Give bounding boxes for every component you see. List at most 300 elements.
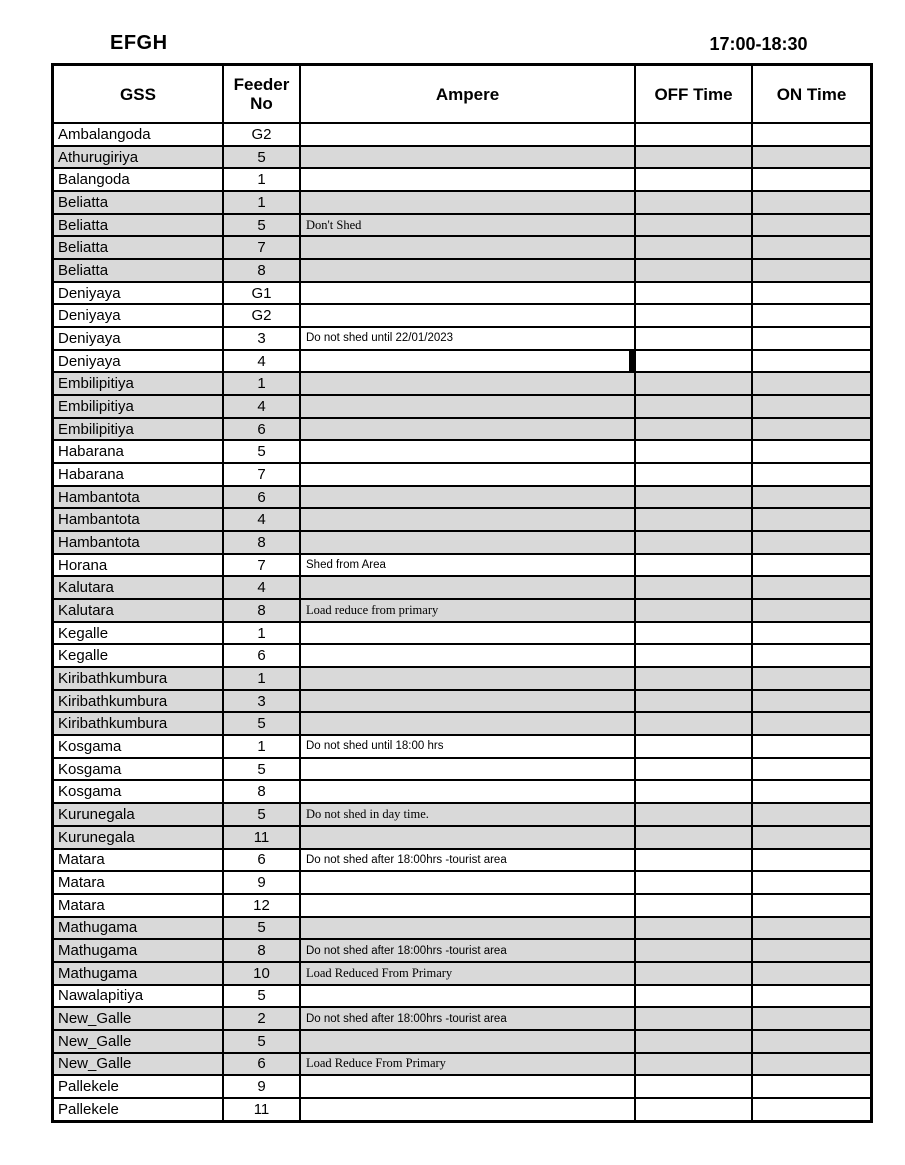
off-time-cell (636, 1008, 753, 1029)
off-time-cell (636, 1054, 753, 1075)
ampere-cell (301, 147, 636, 168)
off-time-cell (636, 396, 753, 417)
on-time-cell (753, 509, 870, 530)
ampere-note: Shed from Area (306, 559, 386, 572)
feeder-no-cell: 3 (224, 691, 301, 712)
gss-name: Habarana (58, 443, 124, 461)
gss-cell (54, 1099, 224, 1120)
gss-cell (54, 918, 224, 939)
gss-name: Hambantota (58, 511, 140, 529)
table-row (54, 1006, 870, 1029)
table-row (54, 122, 870, 145)
ampere-cell (301, 804, 636, 825)
on-time-cell (753, 963, 870, 984)
on-time-cell (753, 668, 870, 689)
gss-name: Deniyaya (58, 307, 121, 325)
table-row (54, 417, 870, 440)
off-time-cell (636, 305, 753, 326)
on-time-cell (753, 441, 870, 462)
gss-cell (54, 147, 224, 168)
ampere-cell (301, 600, 636, 621)
ampere-cell (301, 759, 636, 780)
table-row (54, 394, 870, 417)
table-row (54, 711, 870, 734)
off-time-cell (636, 827, 753, 848)
ampere-cell (301, 1008, 636, 1029)
ampere-cell (301, 963, 636, 984)
on-time-cell (753, 872, 870, 893)
gss-name: Kegalle (58, 647, 109, 665)
gss-name: Deniyaya (58, 284, 121, 302)
on-time-cell (753, 305, 870, 326)
ampere-cell (301, 441, 636, 462)
table-row (54, 802, 870, 825)
table-body (54, 122, 870, 1120)
on-time-cell (753, 373, 870, 394)
off-time-cell (636, 555, 753, 576)
gss-name: Habarana (58, 465, 124, 483)
gss-cell (54, 555, 224, 576)
feeder-no-cell: 4 (224, 351, 301, 372)
ampere-note: Do not shed in day time. (306, 806, 429, 821)
gss-name: Kiribathkumbura (58, 715, 168, 733)
gss-cell (54, 577, 224, 598)
off-time-cell (636, 691, 753, 712)
table-row (54, 825, 870, 848)
ampere-cell (301, 577, 636, 598)
off-time-cell (636, 986, 753, 1007)
ampere-cell (301, 895, 636, 916)
gss-cell (54, 1076, 224, 1097)
off-time-cell (636, 850, 753, 871)
gss-cell (54, 600, 224, 621)
col-header-off-time: OFF Time (636, 66, 753, 122)
off-time-cell (636, 351, 753, 372)
table-row (54, 621, 870, 644)
on-time-cell (753, 895, 870, 916)
gss-name: Hambantota (58, 488, 140, 506)
ampere-note: Do not shed until 22/01/2023 (306, 332, 454, 345)
off-time-cell (636, 532, 753, 553)
ampere-note: Load Reduced From Primary (306, 965, 453, 980)
feeder-no-cell: 7 (224, 237, 301, 258)
feeder-no-cell: 1 (224, 736, 301, 757)
gss-name: Kalutara (58, 601, 114, 619)
on-time-cell (753, 645, 870, 666)
feeder-no-cell: 2 (224, 1008, 301, 1029)
off-time-cell (636, 872, 753, 893)
off-time-cell (636, 781, 753, 802)
gss-cell (54, 759, 224, 780)
gss-cell (54, 850, 224, 871)
on-time-cell (753, 147, 870, 168)
table-row (54, 553, 870, 576)
off-time-cell (636, 623, 753, 644)
gss-name: Kurunegala (58, 828, 135, 846)
gss-cell (54, 169, 224, 190)
gss-cell (54, 351, 224, 372)
ampere-cell (301, 305, 636, 326)
gss-name: Kiribathkumbura (58, 669, 168, 687)
on-time-cell (753, 351, 870, 372)
table-row (54, 530, 870, 553)
ampere-cell (301, 645, 636, 666)
ampere-note: Load reduce from primary (306, 602, 439, 617)
gss-cell (54, 396, 224, 417)
gss-name: Deniyaya (58, 329, 121, 347)
table-row (54, 462, 870, 485)
gss-name: Kosgama (58, 760, 122, 778)
off-time-cell (636, 668, 753, 689)
on-time-cell (753, 940, 870, 961)
feeder-no-cell: 1 (224, 623, 301, 644)
off-time-cell (636, 1076, 753, 1097)
on-time-cell (753, 759, 870, 780)
ampere-cell (301, 169, 636, 190)
off-time-cell (636, 147, 753, 168)
off-time-cell (636, 283, 753, 304)
gss-cell (54, 668, 224, 689)
gss-cell (54, 736, 224, 757)
gss-cell (54, 645, 224, 666)
ampere-cell (301, 1076, 636, 1097)
ampere-cell (301, 1099, 636, 1120)
ampere-cell (301, 283, 636, 304)
table-row (54, 1029, 870, 1052)
table-row (54, 984, 870, 1007)
feeder-no-cell: 5 (224, 441, 301, 462)
gss-cell (54, 373, 224, 394)
gss-cell (54, 623, 224, 644)
gss-cell (54, 872, 224, 893)
off-time-cell (636, 419, 753, 440)
on-time-cell (753, 1054, 870, 1075)
on-time-cell (753, 532, 870, 553)
table-row (54, 938, 870, 961)
gss-name: Ambalangoda (58, 125, 151, 143)
gss-name: Kosgama (58, 783, 122, 801)
on-time-cell (753, 986, 870, 1007)
off-time-cell (636, 963, 753, 984)
off-time-cell (636, 940, 753, 961)
gss-cell (54, 487, 224, 508)
gss-name: Nawalapitiya (58, 987, 144, 1005)
table-header-row (54, 66, 870, 122)
table-row (54, 961, 870, 984)
on-time-cell (753, 396, 870, 417)
load-shedding-table (51, 63, 873, 1123)
off-time-cell (636, 237, 753, 258)
gss-cell (54, 464, 224, 485)
off-time-cell (636, 918, 753, 939)
table-row (54, 485, 870, 508)
on-time-cell (753, 1076, 870, 1097)
on-time-cell (753, 237, 870, 258)
feeder-no-cell: 7 (224, 464, 301, 485)
feeder-no-cell: 8 (224, 532, 301, 553)
gss-name: Hambantota (58, 533, 140, 551)
on-time-cell (753, 600, 870, 621)
gss-cell (54, 691, 224, 712)
gss-cell (54, 940, 224, 961)
gss-name: Kalutara (58, 579, 114, 597)
table-row (54, 734, 870, 757)
table-row (54, 757, 870, 780)
col-header-gss: GSS (54, 66, 224, 122)
feeder-no-cell: 8 (224, 940, 301, 961)
feeder-no-cell: 10 (224, 963, 301, 984)
gss-name: Athurugiriya (58, 148, 139, 166)
ampere-cell (301, 668, 636, 689)
schedule-group-title: EFGH (110, 32, 168, 54)
gss-name: New_Galle (58, 1055, 132, 1073)
feeder-no-cell: 8 (224, 260, 301, 281)
gss-name: Mathugama (58, 919, 138, 937)
gss-name: Matara (58, 896, 105, 914)
feeder-no-cell: 11 (224, 1099, 301, 1120)
on-time-cell (753, 124, 870, 145)
on-time-cell (753, 713, 870, 734)
gss-name: Kegalle (58, 624, 109, 642)
ampere-cell (301, 1031, 636, 1052)
table-row (54, 643, 870, 666)
ampere-cell (301, 396, 636, 417)
gss-name: Pallekele (58, 1100, 119, 1118)
feeder-no-cell: 6 (224, 645, 301, 666)
table-row (54, 213, 870, 236)
gss-name: Kosgama (58, 737, 122, 755)
feeder-no-cell: 8 (224, 781, 301, 802)
ampere-cell (301, 940, 636, 961)
ampere-cell (301, 713, 636, 734)
gss-name: Horana (58, 556, 108, 574)
ampere-cell (301, 781, 636, 802)
gss-cell (54, 895, 224, 916)
gss-name: Beliatta (58, 216, 109, 234)
gss-cell (54, 441, 224, 462)
gss-name: Deniyaya (58, 352, 121, 370)
ampere-cell (301, 850, 636, 871)
gss-cell (54, 804, 224, 825)
table-row (54, 689, 870, 712)
gss-cell (54, 283, 224, 304)
feeder-no-cell: 5 (224, 215, 301, 236)
table-row (54, 507, 870, 530)
ampere-cell (301, 373, 636, 394)
feeder-no-cell: 4 (224, 509, 301, 530)
gss-cell (54, 963, 224, 984)
table-row (54, 281, 870, 304)
feeder-no-cell: 4 (224, 396, 301, 417)
table-row (54, 666, 870, 689)
gss-name: New_Galle (58, 1010, 132, 1028)
on-time-cell (753, 918, 870, 939)
feeder-no-cell: 6 (224, 419, 301, 440)
feeder-no-cell: 5 (224, 147, 301, 168)
off-time-cell (636, 328, 753, 349)
feeder-no-cell: 8 (224, 600, 301, 621)
col-header-feeder-no: Feeder No (224, 66, 301, 122)
ampere-note: Do not shed after 18:00hrs -tourist area (306, 944, 507, 957)
ampere-cell (301, 487, 636, 508)
feeder-no-cell: 5 (224, 986, 301, 1007)
off-time-cell (636, 260, 753, 281)
feeder-no-cell: 5 (224, 713, 301, 734)
on-time-cell (753, 850, 870, 871)
ampere-cell (301, 736, 636, 757)
feeder-no-cell: G1 (224, 283, 301, 304)
feeder-no-cell: 1 (224, 373, 301, 394)
ampere-cell (301, 986, 636, 1007)
feeder-no-cell: 7 (224, 555, 301, 576)
table-row (54, 779, 870, 802)
table-row (54, 349, 870, 372)
gss-cell (54, 532, 224, 553)
table-row (54, 167, 870, 190)
gss-name: Embilipitiya (58, 397, 134, 415)
gss-name: Matara (58, 874, 105, 891)
gss-cell (54, 419, 224, 440)
gss-name: Mathugama (58, 964, 138, 982)
on-time-cell (753, 1008, 870, 1029)
table-row (54, 848, 870, 871)
table-row (54, 235, 870, 258)
ampere-note: Load Reduce From Primary (306, 1056, 446, 1071)
off-time-cell (636, 895, 753, 916)
col-header-ampere: Ampere (301, 66, 636, 122)
feeder-no-cell: 1 (224, 192, 301, 213)
on-time-cell (753, 283, 870, 304)
on-time-cell (753, 623, 870, 644)
on-time-cell (753, 736, 870, 757)
gss-cell (54, 713, 224, 734)
gss-name: Mathugama (58, 942, 138, 960)
ampere-cell (301, 555, 636, 576)
off-time-cell (636, 1099, 753, 1120)
off-time-cell (636, 464, 753, 485)
gss-cell (54, 305, 224, 326)
off-time-cell (636, 509, 753, 530)
ampere-cell (301, 419, 636, 440)
on-time-cell (753, 169, 870, 190)
gss-name: Matara (58, 851, 105, 869)
on-time-cell (753, 577, 870, 598)
ampere-cell (301, 827, 636, 848)
feeder-no-cell: G2 (224, 124, 301, 145)
feeder-no-cell: 6 (224, 487, 301, 508)
table-row (54, 439, 870, 462)
feeder-no-cell: 5 (224, 1031, 301, 1052)
off-time-cell (636, 804, 753, 825)
gss-cell (54, 124, 224, 145)
table-row (54, 575, 870, 598)
table-row (54, 371, 870, 394)
ampere-cell (301, 623, 636, 644)
ampere-cell (301, 237, 636, 258)
gss-name: Beliatta (58, 239, 109, 257)
gss-cell (54, 781, 224, 802)
table-row (54, 1074, 870, 1097)
on-time-cell (753, 827, 870, 848)
off-time-cell (636, 759, 753, 780)
ampere-note: Don't Shed (306, 217, 362, 232)
ampere-cell (301, 872, 636, 893)
ampere-note: Do not shed after 18:00hrs -tourist area (306, 853, 507, 866)
gss-cell (54, 1054, 224, 1075)
gss-name: Embilipitiya (58, 375, 134, 393)
table-row (54, 303, 870, 326)
table-row (54, 916, 870, 939)
ampere-cell (301, 918, 636, 939)
gss-cell (54, 192, 224, 213)
feeder-no-cell: 6 (224, 850, 301, 871)
table-row (54, 1097, 870, 1120)
gss-cell (54, 827, 224, 848)
ampere-cell (301, 509, 636, 530)
feeder-no-cell: 5 (224, 759, 301, 780)
table-row (54, 893, 870, 916)
ampere-cell (301, 260, 636, 281)
gss-name: Beliatta (58, 193, 109, 211)
table-row (54, 258, 870, 281)
off-time-cell (636, 373, 753, 394)
on-time-cell (753, 215, 870, 236)
feeder-no-cell: 3 (224, 328, 301, 349)
gss-name: Beliatta (58, 261, 109, 279)
on-time-cell (753, 192, 870, 213)
gss-cell (54, 215, 224, 236)
gss-name: Pallekele (58, 1078, 119, 1096)
off-time-cell (636, 192, 753, 213)
feeder-no-cell: 9 (224, 872, 301, 893)
ampere-cell (301, 691, 636, 712)
col-header-on-time: ON Time (776, 84, 847, 104)
ampere-cell (301, 192, 636, 213)
feeder-no-cell: 4 (224, 577, 301, 598)
on-time-cell (753, 555, 870, 576)
off-time-cell (636, 645, 753, 666)
off-time-cell (636, 577, 753, 598)
on-time-cell (753, 328, 870, 349)
feeder-no-cell: 5 (224, 918, 301, 939)
feeder-no-cell: 11 (224, 827, 301, 848)
off-time-cell (636, 215, 753, 236)
feeder-no-cell: 1 (224, 668, 301, 689)
gss-cell (54, 260, 224, 281)
ampere-note: Do not shed after 18:00hrs -tourist area (306, 1012, 507, 1025)
ampere-note: Do not shed until 18:00 hrs (306, 740, 444, 753)
gss-name: New_Galle (58, 1032, 132, 1050)
feeder-no-cell: 12 (224, 895, 301, 916)
off-time-cell (636, 441, 753, 462)
table-row (54, 326, 870, 349)
on-time-cell (753, 1031, 870, 1052)
on-time-cell (753, 1099, 870, 1120)
off-time-cell (636, 124, 753, 145)
table-row (54, 190, 870, 213)
table-row (54, 870, 870, 893)
on-time-cell (753, 419, 870, 440)
ampere-cell (301, 124, 636, 145)
on-time-cell (753, 487, 870, 508)
ampere-cell (301, 351, 636, 372)
gss-cell (54, 1008, 224, 1029)
on-time-cell (753, 691, 870, 712)
off-time-cell (636, 1031, 753, 1052)
gss-cell (54, 509, 224, 530)
feeder-no-cell: 6 (224, 1054, 301, 1075)
gss-cell (54, 1031, 224, 1052)
